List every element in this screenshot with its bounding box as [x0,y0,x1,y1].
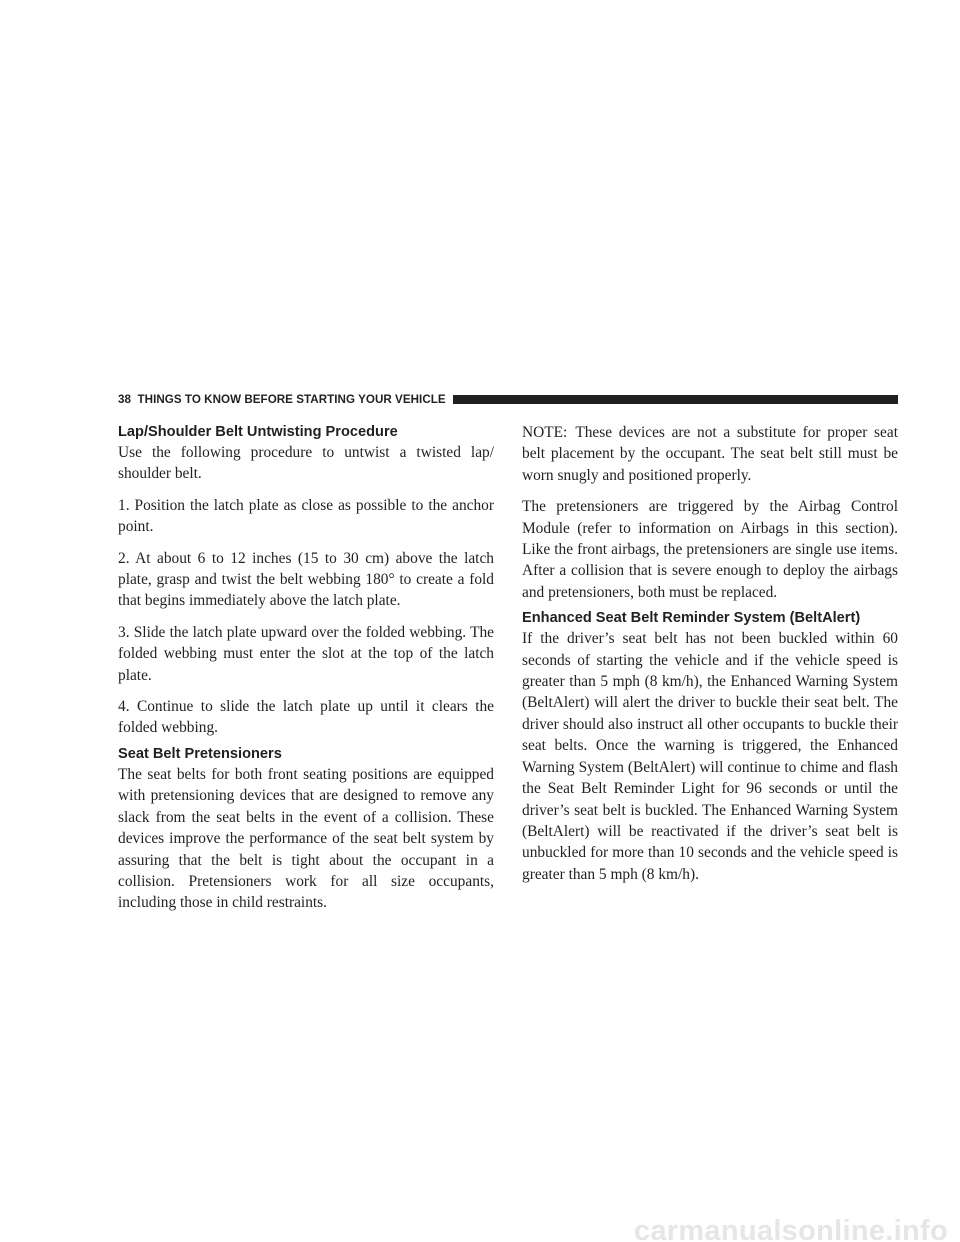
watermark-text: carmanualsonline.info [633,1215,948,1242]
untwist-step-2: 2. At about 6 to 12 inches (15 to 30 cm) above the latch plate, grasp and twist the belt webbing 180° to create a fold that begins immediately above the latch plate. [118,549,494,610]
pretensioner-trigger-paragraph: The pretensioners are triggered by the Airbag Control Module (refer to information on Airbags in this section). Like the front airbags, the pretensioners are single use items. After a collision that is severe enough to deploy the airbags and pretensioners, both must be replaced. [522,498,898,601]
untwist-heading: Lap/Shoulder Belt Untwisting Procedure [118,424,398,440]
note-label: NOTE: [522,424,568,441]
untwist-step-3: 3. Slide the latch plate upward over the folded webbing. The folded webbing must enter the slot at the top of the latch plate. [118,623,494,684]
section-title: THINGS TO KNOW BEFORE STARTING YOUR VEHICLE [137,392,446,406]
page-header-text [118,393,446,406]
untwist-step-1: 1. Position the latch plate as close as possible to the anchor point. [118,496,494,536]
untwist-intro: Use the following procedure to untwist a twisted lap/ shoulder belt. [118,444,494,483]
watermark [0,1207,960,1242]
pretensioners-heading: Seat Belt Pretensioners [118,745,282,762]
beltalert-heading: Enhanced Seat Belt Reminder System (BeltAlert) [522,610,861,627]
note-text: These devices are not a substitute for proper seat belt placement by the occupant. The seat belt still must be worn snugly and positioned properly. [522,424,898,484]
left-column [118,422,494,924]
untwist-step-4: 4. Continue to slide the latch plate up until it clears the folded webbing. [118,698,494,737]
right-column [522,422,898,895]
note-paragraph [522,422,898,486]
pretensioners-body: The seat belts for both front seating positions are equipped with pretensioning devices that are designed to remove any slack from the seat belts in the event of a collision. These devices improve the performance of the seat belt system by assuring that the belt is tight about the occupant in a collision. Pretensioners work for all size occupants, including those in child restraints. [118,765,494,912]
beltalert-body: If the driver’s seat belt has not been buckled within 60 seconds of starting the vehicle and if the vehicle speed is greater than 5 mph (8 km/h), the Enhanced Warning System (BeltAlert) will alert the driver to buckle their seat belt. The driver should also instruct all other occupants to buckle their seat belts. Once the warning is triggered, the Enhanced Warning System (BeltAlert) will continue to chime and flash the Seat Belt Reminder Light for 96 seconds or until the driver’s seat belt is buckled. The Enhanced Warning System (BeltAlert) will be reactivated if the driver’s seat belt is unbuckled for more than 10 seconds and the vehicle speed is greater than 5 mph (8 km/h). [522,630,898,883]
header-rule [453,395,898,404]
page-number: 38 [118,392,131,406]
page-header [118,392,898,406]
